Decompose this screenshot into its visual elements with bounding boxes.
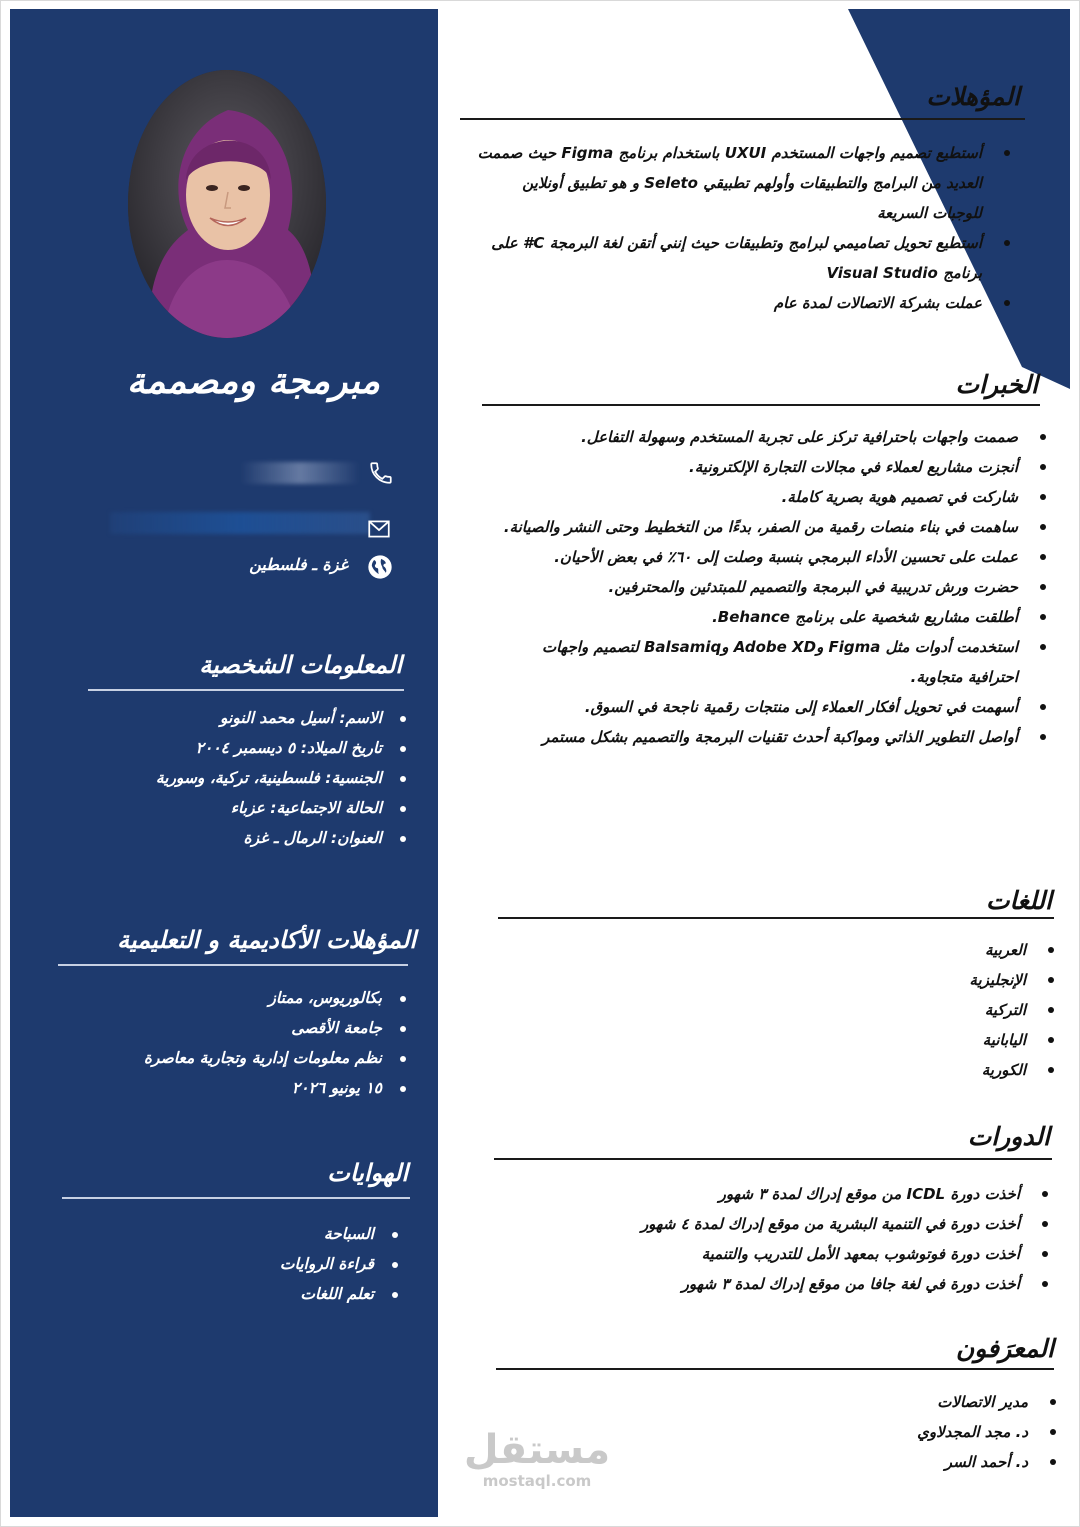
experience-heading: الخبرات bbox=[955, 370, 1038, 399]
qualification-item: أستطيع تصميم واجهات المستخدم UXUI باستخدام برنامج Figma حيث صممت العديد من البرامج والتطبيقات وأولهم تطبيقي Seleto و هو تطبيق أونلاين للوجبات السريعة bbox=[473, 138, 1018, 228]
experience-item: أطلقت مشاريع شخصية على برنامج Behance. bbox=[494, 602, 1054, 632]
personal-info-divider bbox=[88, 689, 404, 691]
experience-item: أنجزت مشاريع لعملاء في مجالات التجارة الإلكترونية. bbox=[494, 452, 1054, 482]
course-item: أخذت دورة في التنمية البشرية من موقع إدراك لمدة ٤ شهور bbox=[496, 1209, 1056, 1239]
language-item: اليابانية bbox=[862, 1025, 1062, 1055]
education-item: جامعة الأقصى bbox=[144, 1013, 410, 1043]
watermark-arabic: مستقل bbox=[463, 1427, 611, 1473]
languages-divider bbox=[498, 917, 1054, 919]
experience-list bbox=[494, 422, 1054, 752]
language-item: العربية bbox=[862, 935, 1062, 965]
education-item: نظم معلومات إدارية وتجارية معاصرة bbox=[144, 1043, 410, 1073]
phone-icon bbox=[368, 460, 394, 486]
experience-item: عملت على تحسين الأداء البرمجي بنسبة وصلت إلى ٦٠٪ في بعض الأحيان. bbox=[494, 542, 1054, 572]
personal-info-item: العنوان: الرمال ـ غزة bbox=[156, 823, 410, 853]
hobby-item: قراءة الروايات bbox=[280, 1249, 402, 1279]
courses-heading: الدورات bbox=[967, 1122, 1050, 1151]
watermark bbox=[462, 1428, 612, 1498]
globe-icon bbox=[366, 553, 394, 581]
education-list bbox=[144, 983, 410, 1103]
course-item: أخذت دورة في لغة جافا من موقع إدراك لمدة ٣ شهور bbox=[496, 1269, 1056, 1299]
qualification-item: أستطيع تحويل تصاميمي لبرامج وتطبيقات حيث إنني أتقن لغة البرمجة C# على برنامج Visual Studio bbox=[473, 228, 1018, 288]
course-item: أخذت دورة ICDL من موقع إدراك لمدة ٣ شهور bbox=[496, 1179, 1056, 1209]
personal-info-list bbox=[156, 703, 410, 853]
personal-info-item: الحالة الاجتماعية: عزباء bbox=[156, 793, 410, 823]
references-heading: المعرَفون bbox=[955, 1334, 1054, 1363]
languages-heading: اللغات bbox=[985, 886, 1052, 915]
experience-item: ساهمت في بناء منصات رقمية من الصفر، بدءًا من التخطيط وحتى النشر والصيانة. bbox=[494, 512, 1054, 542]
language-item: التركية bbox=[862, 995, 1062, 1025]
references-list bbox=[764, 1387, 1064, 1477]
references-divider bbox=[496, 1368, 1054, 1370]
education-divider bbox=[58, 964, 408, 966]
education-item: بكالوريوس، ممتاز bbox=[144, 983, 410, 1013]
course-item: أخذت دورة فوتوشوب بمعهد الأمل للتدريب والتنمية bbox=[496, 1239, 1056, 1269]
watermark-latin: mostaql.com bbox=[482, 1472, 592, 1490]
experience-item: أسهمت في تحويل أفكار العملاء إلى منتجات رقمية ناجحة في السوق. bbox=[494, 692, 1054, 722]
hobbies-list bbox=[280, 1219, 402, 1309]
education-heading: المؤهلات الأكاديمية و التعليمية bbox=[117, 925, 416, 954]
hobby-item: تعلم اللغات bbox=[280, 1279, 402, 1309]
qualification-item: عملت بشركة الاتصالات لمدة عام bbox=[473, 288, 1018, 318]
languages-list bbox=[862, 935, 1062, 1085]
qualifications-heading: المؤهلات bbox=[926, 82, 1020, 111]
personal-info-item: الاسم: أسيل محمد النونو bbox=[156, 703, 410, 733]
courses-divider bbox=[494, 1158, 1052, 1160]
experience-item: أواصل التطوير الذاتي ومواكبة أحدث تقنيات البرمجة والتصميم بشكل مستمر bbox=[494, 722, 1054, 752]
hobby-item: السباحة bbox=[280, 1219, 402, 1249]
contact-email bbox=[110, 508, 400, 544]
redacted-phone bbox=[240, 462, 360, 484]
hobbies-divider bbox=[62, 1197, 410, 1199]
mail-icon bbox=[366, 516, 392, 542]
contact-phone bbox=[110, 460, 400, 492]
reference-item: د. مجد المجدلاوي bbox=[764, 1417, 1064, 1447]
qualifications-divider bbox=[460, 118, 1025, 120]
experience-item: صممت واجهات باحترافية تركز على تجربة المستخدم وسهولة التفاعل. bbox=[494, 422, 1054, 452]
job-title: مبرمجة ومصممة bbox=[126, 360, 380, 402]
experience-divider bbox=[482, 404, 1040, 406]
experience-item: استخدمت أدوات مثل Figma وAdobe XD وBalsamiq لتصميم واجهات احترافية متجاوبة. bbox=[494, 632, 1054, 692]
reference-item: د. أحمد السر bbox=[764, 1447, 1064, 1477]
profile-photo bbox=[128, 70, 326, 338]
contact-location bbox=[110, 553, 400, 585]
personal-info-item: تاريخ الميلاد: ٥ ديسمبر ٢٠٠٤ bbox=[156, 733, 410, 763]
reference-item: مدير الاتصالات bbox=[764, 1387, 1064, 1417]
language-item: الكورية bbox=[862, 1055, 1062, 1085]
location-text: غزة ـ فلسطين bbox=[249, 555, 348, 574]
experience-item: حضرت ورش تدريبية في البرمجة والتصميم للمبتدئين والمحترفين. bbox=[494, 572, 1054, 602]
redacted-email bbox=[110, 512, 370, 534]
personal-info-item: الجنسية: فلسطينية، تركية، وسورية bbox=[156, 763, 410, 793]
courses-list bbox=[496, 1179, 1056, 1299]
experience-item: شاركت في تصميم هوية بصرية كاملة. bbox=[494, 482, 1054, 512]
language-item: الإنجليزية bbox=[862, 965, 1062, 995]
education-item: ١٥ يونيو ٢٠٢٦ bbox=[144, 1073, 410, 1103]
qualifications-list bbox=[473, 138, 1018, 318]
personal-info-heading: المعلومات الشخصية bbox=[199, 650, 402, 679]
hobbies-heading: الهوايات bbox=[327, 1158, 408, 1187]
